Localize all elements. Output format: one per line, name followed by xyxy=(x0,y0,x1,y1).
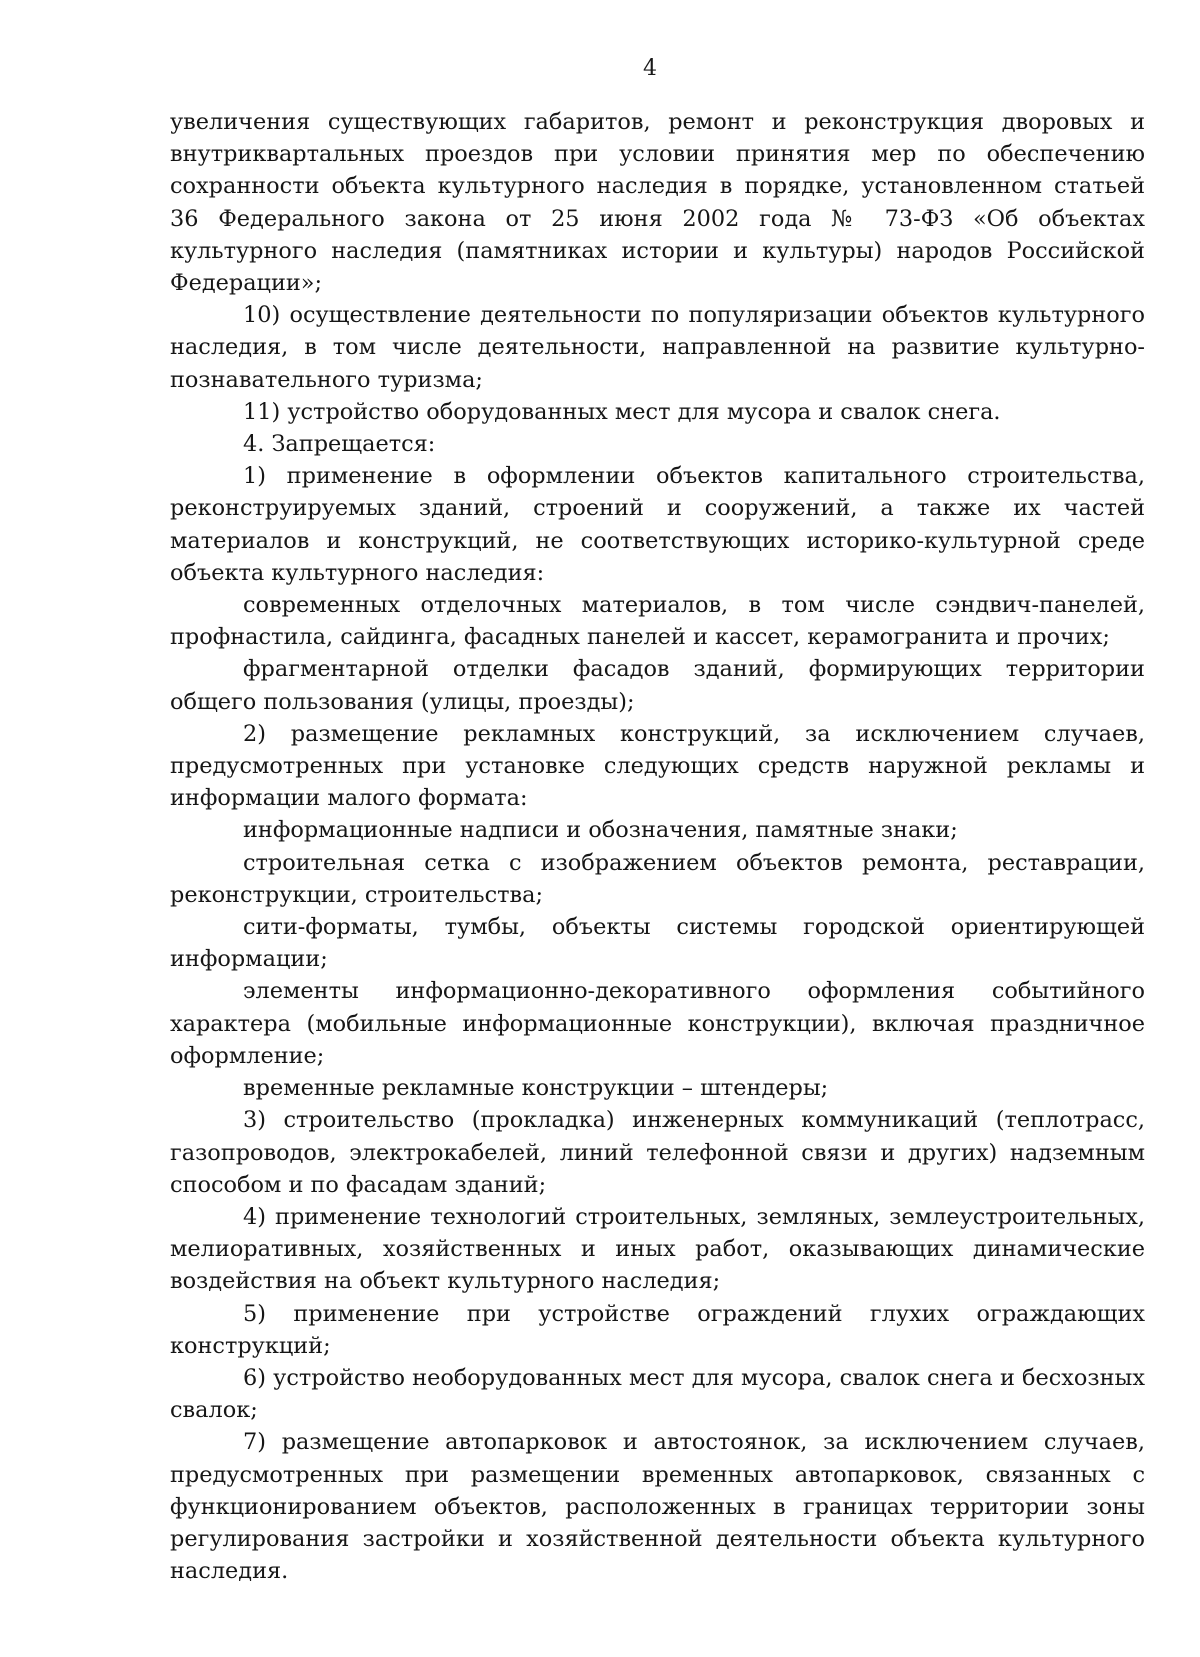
paragraph: элементы информационно-декоративного оформления событийного характера (мобильные информационные конструкции), включая праздничное оформление; xyxy=(170,978,1145,1069)
paragraph: 10) осуществление деятельности по популяризации объектов культурного наследия, в том числе деятельности, направленной на развитие культурно-познавательного туризма; xyxy=(170,302,1145,393)
page-number: 4 xyxy=(643,56,657,81)
document-body xyxy=(170,106,1145,1587)
paragraph: 2) размещение рекламных конструкций, за исключением случаев, предусмотренных при установке следующих средств наружной рекламы и информации малого формата: xyxy=(170,720,1145,812)
paragraph: информационные надписи и обозначения, памятные знаки; xyxy=(243,817,958,844)
paragraph: строительная сетка с изображением объектов ремонта, реставрации, реконструкции, строительства; xyxy=(170,849,1145,908)
paragraph: 4. Запрещается: xyxy=(243,431,436,458)
paragraph: 4) применение технологий строительных, земляных, землеустроительных, мелиоративных, хозяйственных и иных работ, оказывающих динамические воздействия на объект культурного наследия; xyxy=(170,1203,1145,1295)
paragraph: сити-форматы, тумбы, объекты системы городской ориентирующей информации; xyxy=(170,914,1145,973)
paragraph: 1) применение в оформлении объектов капитального строительства, реконструируемых зданий, строений и сооружений, а также их частей материалов и конструкций, не соответствующих историко-культурной среде объекта культурного наследия: xyxy=(170,463,1145,586)
paragraph: временные рекламные конструкции – штендеры; xyxy=(243,1075,829,1102)
paragraph: 3) строительство (прокладка) инженерных коммуникаций (теплотрасс, газопроводов, электрокабелей, линий телефонной связи и других) надземным способом и по фасадам зданий; xyxy=(170,1107,1145,1198)
paragraph: увеличения существующих габаритов, ремонт и реконструкция дворовых и внутриквартальных проездов при условии принятия мер по обеспечению сохранности объекта культурного наследия в порядке, установленном статьей 36 Федерального закона от 25 июня 2002 года № 73-ФЗ «Об объектах культурного наследия (памятниках истории и культуры) народов Российской Федерации»; xyxy=(170,109,1145,297)
paragraph: 7) размещение автопарковок и автостоянок, за исключением случаев, предусмотренных при размещении временных автопарковок, связанных с функционированием объектов, расположенных в границах территории зоны регулирования застройки и хозяйственной деятельности объекта культурного наследия. xyxy=(170,1429,1145,1585)
paragraph: фрагментарной отделки фасадов зданий, формирующих территории общего пользования (улицы, проезды); xyxy=(170,656,1145,715)
paragraph: 5) применение при устройстве ограждений глухих ограждающих конструкций; xyxy=(170,1300,1145,1359)
paragraph: 11) устройство оборудованных мест для мусора и свалок снега. xyxy=(243,398,1001,425)
paragraph: современных отделочных материалов, в том числе сэндвич-панелей, профнастила, сайдинга, фасадных панелей и кассет, керамогранита и прочих; xyxy=(170,592,1145,651)
paragraph: 6) устройство необорудованных мест для мусора, свалок снега и бесхозных свалок; xyxy=(170,1364,1145,1424)
